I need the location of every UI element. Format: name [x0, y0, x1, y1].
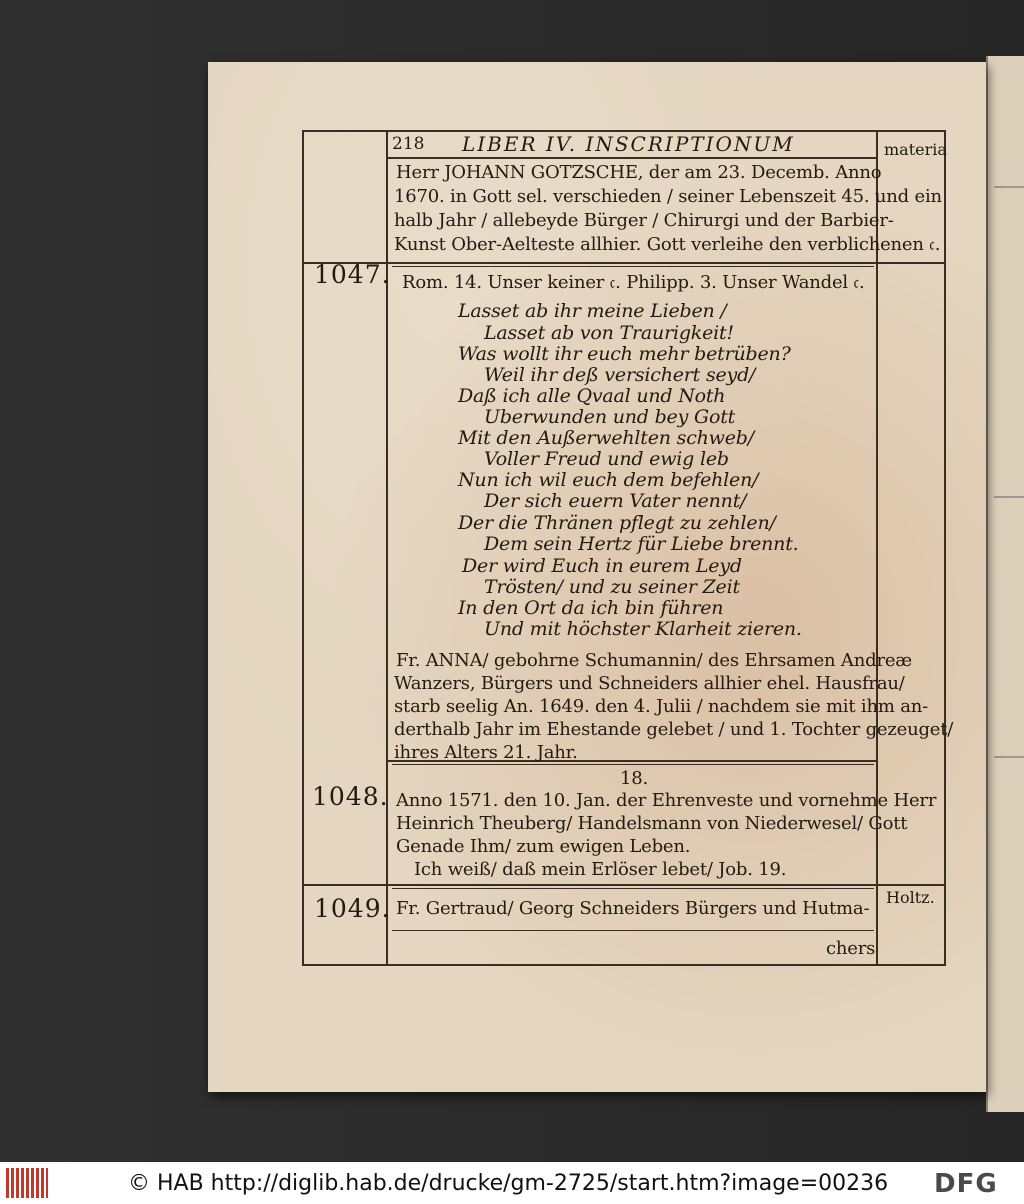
entry-1048-line: Anno 1571. den 10. Jan. der Ehrenveste und vornehme Herr	[396, 790, 937, 811]
verse-line: Daß ich alle Qvaal und Noth	[458, 385, 726, 407]
copyright-link[interactable]: © HAB http://diglib.hab.de/drucke/gm-2725/start.htm?image=00236	[128, 1171, 889, 1196]
catchword: chers	[826, 938, 876, 959]
page-number: 218	[392, 134, 425, 154]
barcode-icon	[6, 1168, 48, 1198]
verse-line: Der die Thränen pflegt zu zehlen/	[458, 512, 776, 534]
dfg-logo: DFG	[934, 1169, 998, 1199]
entry-number-1049: 1049.	[314, 894, 391, 923]
entry-1049-line: Fr. Gertraud/ Georg Schneiders Bürgers und Hutma-	[396, 898, 870, 919]
verse-line: Lasset ab ihr meine Lieben /	[458, 300, 727, 322]
entry-top-line: Herr JOHANN GOTZSCHE, der am 23. Decemb. Anno	[396, 162, 882, 183]
verse-line: Trösten/ und zu seiner Zeit	[484, 576, 740, 598]
rule-1049-inner	[392, 888, 874, 889]
prose-line: derthalb Jahr im Ehestande gelebet / und 1. Tochter gezeuget/	[394, 719, 954, 740]
verse-line: Was wollt ihr euch mehr betrüben?	[458, 343, 791, 365]
margin-note-holtz: Holtz.	[886, 888, 935, 907]
verse-line: Der sich euern Vater nennt/	[484, 490, 747, 512]
verse-line: Nun ich wil euch dem befehlen/	[458, 469, 759, 491]
verse-line: Und mit höchster Klarheit zieren.	[484, 618, 802, 640]
rule-bottom-inner	[392, 930, 874, 931]
verse-line: Mit den Außerwehlten schweb/	[458, 427, 754, 449]
verse-line: Der wird Euch in eurem Leyd	[462, 555, 742, 577]
frame-left-rule	[386, 130, 388, 966]
entry-top-line: halb Jahr / allebeyde Bürger / Chirurgi und der Barbier-	[394, 210, 894, 231]
adjacent-page-edge	[986, 56, 1024, 1112]
entry-number-1047: 1047.	[314, 260, 391, 289]
entry-number-1048: 1048.	[312, 782, 389, 811]
rule-under-header	[386, 157, 876, 159]
verse-line: Weil ihr deß versichert seyd/	[484, 364, 756, 386]
entry-1048-line: Genade Ihm/ zum ewigen Leben.	[396, 836, 691, 857]
verse-line: Uberwunden und bey Gott	[484, 406, 736, 428]
verse-line: Dem sein Hertz für Liebe brennt.	[484, 533, 799, 555]
running-head: LIBER IV. INSCRIPTIONUM	[462, 132, 795, 156]
rule-1048-inner	[392, 764, 874, 765]
viewer-footer	[0, 1162, 1024, 1204]
rule-1047	[302, 262, 946, 264]
verse-line: Voller Freud und ewig leb	[484, 448, 729, 470]
entry-top-line: Kunst Ober-Aelteste allhier. Gott verleihe den verblichenen 𝔠.	[394, 234, 941, 255]
frame-right-rule	[876, 130, 878, 966]
rule-1047-inner	[392, 266, 874, 267]
prose-line: Fr. ANNA/ gebohrne Schumannin/ des Ehrsamen Andreæ	[396, 650, 913, 671]
section-marker: 18.	[620, 768, 649, 789]
prose-line: starb seelig An. 1649. den 4. Julii / nachdem sie mit ihm an-	[394, 696, 929, 717]
verse-line: Lasset ab von Traurigkeit!	[484, 322, 734, 344]
entry-1048-line: Ich weiß/ daß mein Erlöser lebet/ Job. 19.	[414, 859, 787, 880]
prose-line: Wanzers, Bürgers und Schneiders allhier ehel. Hausfrau/	[394, 673, 905, 694]
rule-1049	[302, 884, 946, 886]
prose-line: ihres Alters 21. Jahr.	[394, 742, 578, 763]
entry-top-line: 1670. in Gott sel. verschieden / seiner Lebenszeit 45. und ein	[394, 186, 942, 207]
verse-line: In den Ort da ich bin führen	[458, 597, 724, 619]
entry-1048-line: Heinrich Theuberg/ Handelsmann von Niederwesel/ Gott	[396, 813, 908, 834]
margin-note-materia: materia	[884, 140, 947, 159]
scripture-reference: Rom. 14. Unser keiner 𝔠. Philipp. 3. Unser Wandel 𝔠.	[402, 272, 865, 293]
